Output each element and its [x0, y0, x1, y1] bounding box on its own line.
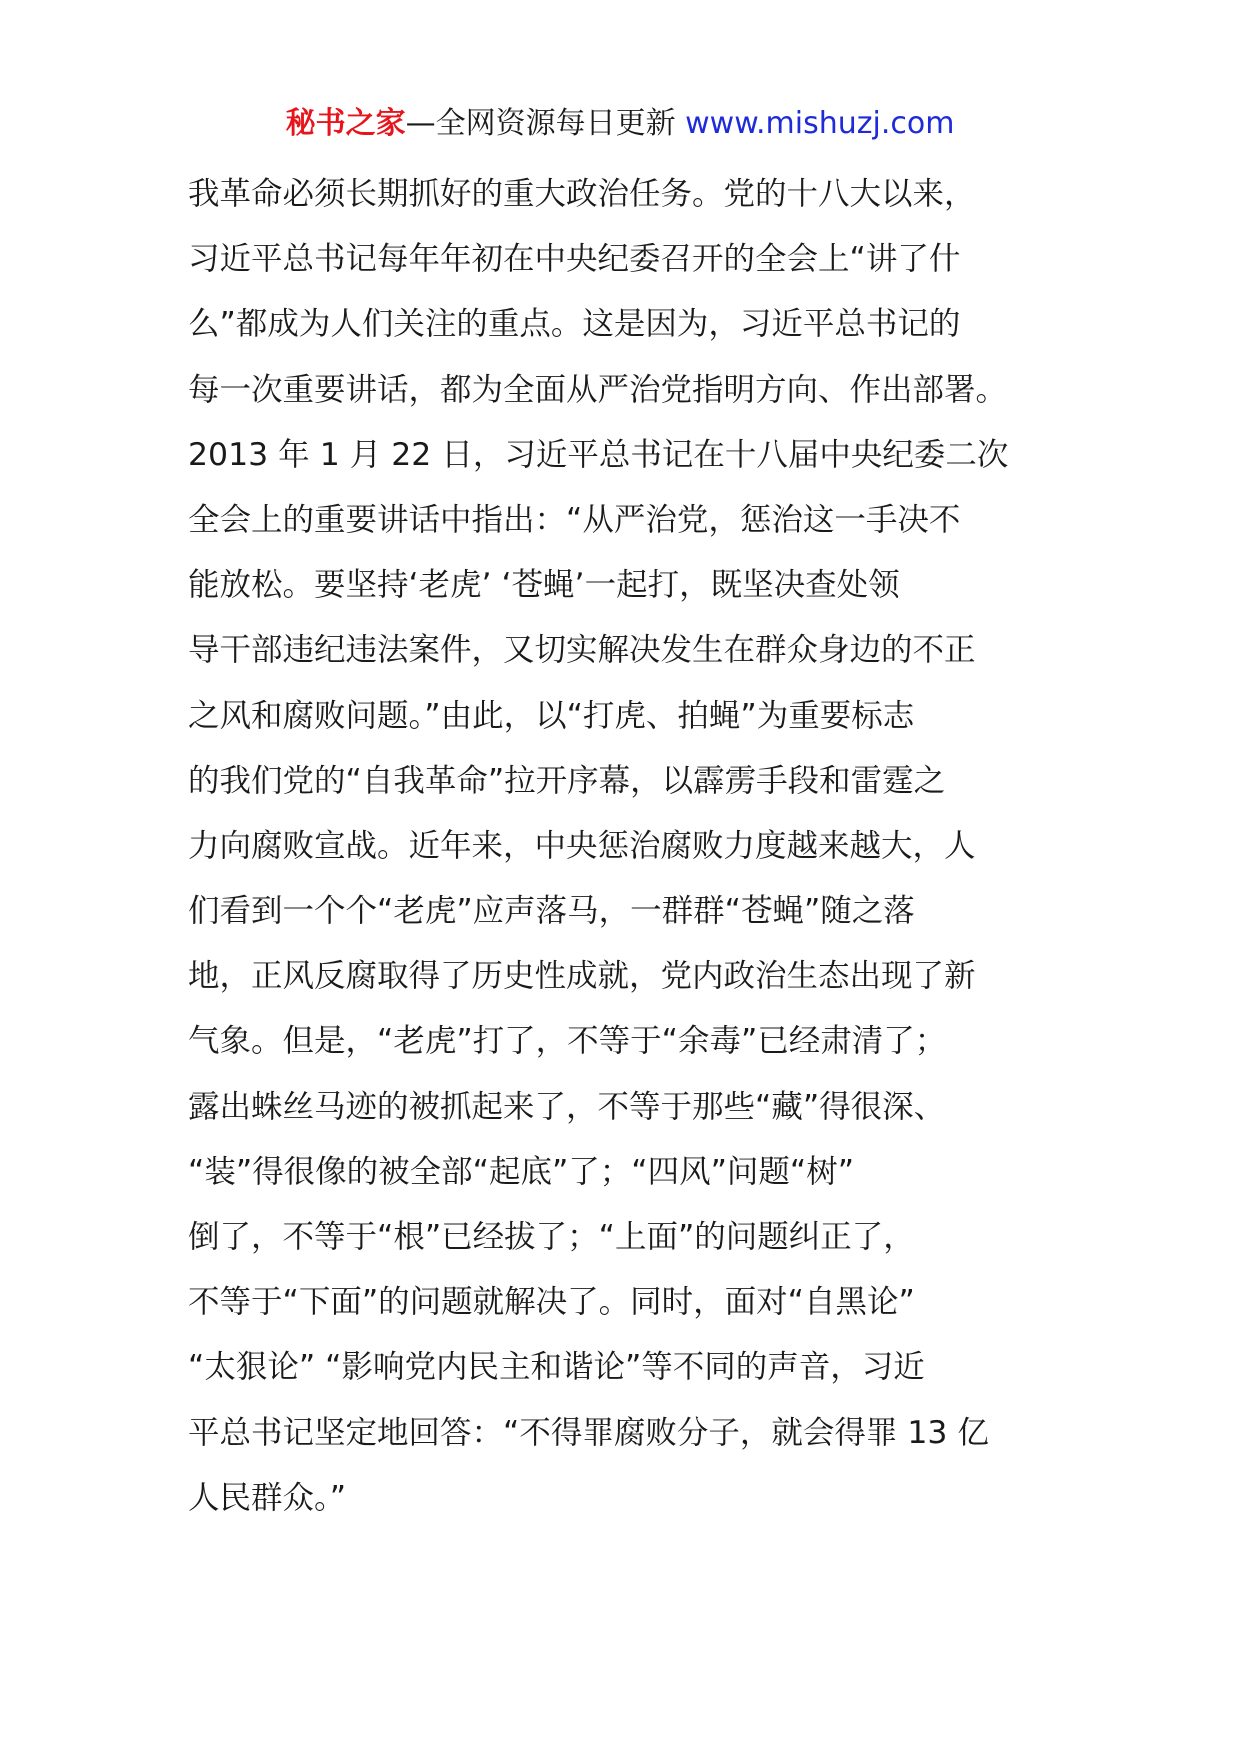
text-line: 的我们党的“自我革命”拉开序幕，以霹雳手段和雷霆之: [188, 762, 946, 799]
text-line: “太狠论” “影响党内民主和谐论”等不同的声音，习近: [188, 1349, 925, 1386]
text-line: 之风和腐败问题。”由此，以“打虎、拍蝇”为重要标志: [188, 697, 915, 734]
text-line: 力向腐败宣战。近年来，中央惩治腐败力度越来越大，人: [188, 827, 976, 864]
article-body: [188, 162, 1068, 1531]
text-line: 气象。但是，“老虎”打了，不等于“余毒”已经肃清了；: [188, 1023, 947, 1060]
text-line: 露出蛛丝马迹的被抓起来了，不等于那些“藏”得很深、: [188, 1088, 946, 1125]
text-line: “装”得很像的被全部“起底”了；“四风”问题“树”: [188, 1153, 855, 1190]
text-line: 全会上的重要讲话中指出：“从严治党，惩治这一手决不: [188, 501, 961, 538]
website-url: www.mishuzj.com: [685, 106, 955, 141]
header-tagline: —全网资源每日更新: [405, 106, 676, 141]
text-line: 我革命必须长期抓好的重大政治任务。党的十八大以来，: [188, 176, 976, 212]
text-line: 习近平总书记每年年初在中央纪委召开的全会上“讲了什: [188, 241, 961, 278]
text-line: 平总书记坚定地回答：“不得罪腐败分子，就会得罪 13 亿: [188, 1414, 989, 1451]
text-line: 倒了，不等于“根”已经拔了；“上面”的问题纠正了，: [188, 1219, 915, 1255]
text-line: 么”都成为人们关注的重点。这是因为，习近平总书记的: [188, 306, 961, 343]
text-line: 地，正风反腐取得了历史性成就，党内政治生态出现了新: [188, 958, 976, 995]
text-line: 每一次重要讲话，都为全面从严治党指明方向、作出部署。: [188, 371, 1008, 408]
text-line: 导干部违纪违法案件，又切实解决发生在群众身边的不正: [188, 632, 976, 669]
page-header: [0, 104, 1240, 144]
text-line: 不等于“下面”的问题就解决了。同时，面对“自黑论”: [188, 1284, 915, 1321]
text-line: 们看到一个个“老虎”应声落马，一群群“苍蝇”随之落: [188, 893, 915, 930]
brand-name: 秘书之家: [285, 106, 406, 141]
text-line: 2013 年 1 月 22 日，习近平总书记在十八届中央纪委二次: [188, 436, 1009, 473]
text-line: 能放松。要坚持‘老虎’ ‘苍蝇’一起打，既坚决查处领: [188, 567, 900, 604]
text-line: 人民群众。”: [188, 1479, 347, 1516]
